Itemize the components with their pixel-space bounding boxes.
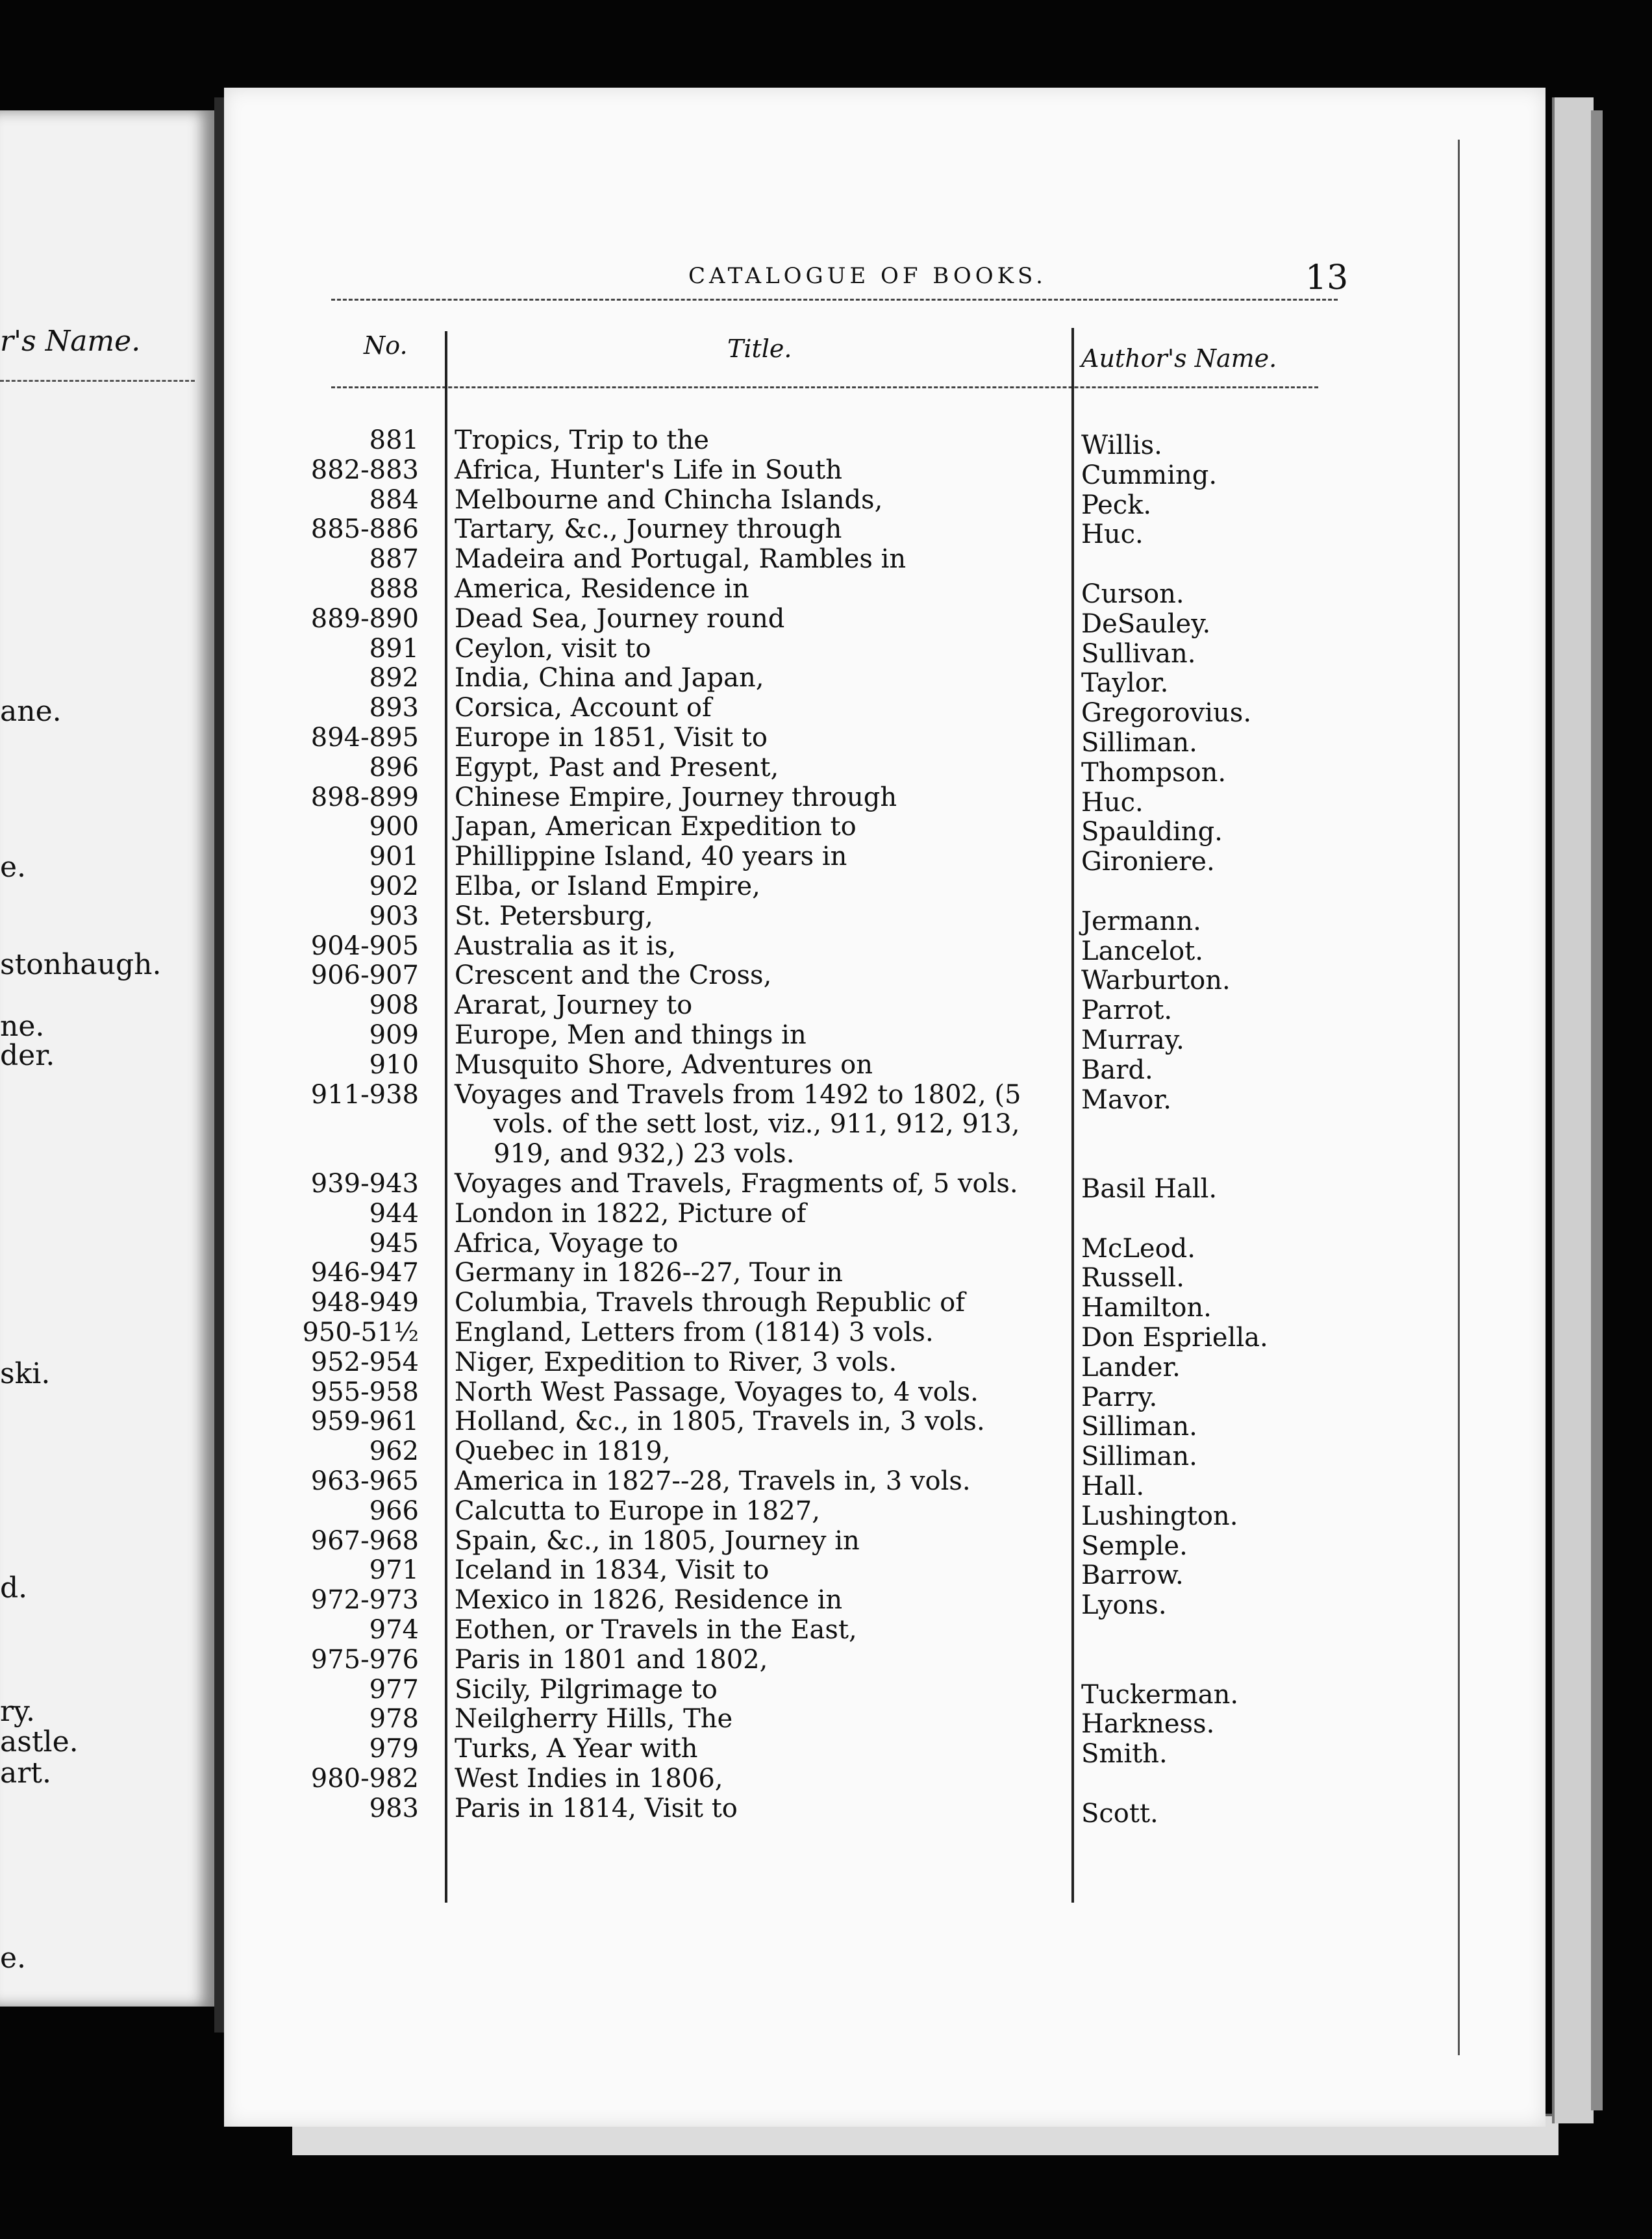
entry-number: 946-947: [310, 1258, 419, 1288]
entry-number: 955-958: [310, 1377, 419, 1407]
entry-number: 972-973: [310, 1585, 419, 1615]
entry-title: Mexico in 1826, Residence in: [455, 1585, 843, 1615]
entry-number: 893: [369, 693, 419, 723]
left-fragment: der.: [0, 1039, 55, 1072]
entry-title: Columbia, Travels through Republic of: [455, 1288, 966, 1318]
entry-author: Peck.: [1081, 490, 1152, 520]
entry-title: Quebec in 1819,: [455, 1436, 671, 1466]
entry-title: vols. of the sett lost, viz., 911, 912, 913,: [494, 1109, 1020, 1139]
entry-number: 974: [369, 1615, 419, 1645]
entry-title: Australia as it is,: [455, 931, 677, 961]
entry-number: 887: [369, 544, 419, 574]
column-header-no: No.: [364, 331, 408, 360]
entry-title: Germany in 1826--27, Tour in: [455, 1258, 843, 1288]
entry-author: DeSauley.: [1081, 609, 1211, 639]
entry-title: America in 1827--28, Travels in, 3 vols.: [455, 1466, 971, 1496]
entry-title: Africa, Hunter's Life in South: [455, 455, 842, 485]
entry-author: Barrow.: [1081, 1560, 1184, 1590]
entry-number: 948-949: [310, 1288, 419, 1318]
page-number: 13: [1305, 258, 1349, 297]
entry-title: Tropics, Trip to the: [455, 425, 709, 455]
entry-title: Turks, A Year with: [455, 1734, 698, 1764]
entry-number: 962: [369, 1436, 419, 1466]
entry-title: 919, and 932,) 23 vols.: [494, 1139, 795, 1169]
entry-title: Europe, Men and things in: [455, 1020, 807, 1050]
entry-number: 983: [369, 1794, 419, 1823]
page-frame-right: [1458, 140, 1460, 2055]
entry-title: Chinese Empire, Journey through: [455, 782, 897, 812]
entry-number: 977: [369, 1675, 419, 1705]
left-page-fragment: [0, 110, 214, 2007]
entry-number: 944: [369, 1199, 419, 1229]
entry-title: Iceland in 1834, Visit to: [455, 1555, 770, 1585]
left-fragment: astle.: [0, 1725, 79, 1758]
entry-author: Murray.: [1081, 1025, 1184, 1055]
entry-title: England, Letters from (1814) 3 vols.: [455, 1318, 934, 1347]
entry-title: Madeira and Portugal, Rambles in: [455, 544, 907, 574]
entry-author: Gregorovius.: [1081, 698, 1252, 728]
entry-number: 902: [369, 871, 419, 901]
entry-title: Japan, American Expedition to: [455, 812, 857, 842]
left-fragment: d.: [0, 1571, 28, 1605]
entry-author: Warburton.: [1081, 966, 1231, 995]
left-divider: [0, 380, 195, 382]
entry-title: Spain, &c., in 1805, Journey in: [455, 1526, 860, 1556]
entry-author: Huc.: [1081, 788, 1144, 818]
entry-title: Crescent and the Cross,: [455, 960, 772, 990]
entry-title: North West Passage, Voyages to, 4 vols.: [455, 1377, 979, 1407]
left-fragment: ane.: [0, 695, 62, 728]
entry-author: Hall.: [1081, 1471, 1145, 1501]
entry-number: 980-982: [310, 1764, 419, 1794]
entry-number: 959-961: [310, 1407, 419, 1436]
left-fragment: art.: [0, 1757, 51, 1790]
entry-number: 885-886: [310, 514, 419, 544]
entry-author: Tuckerman.: [1081, 1680, 1239, 1710]
entry-number: 911-938: [310, 1080, 419, 1110]
entry-author: Harkness.: [1081, 1709, 1215, 1739]
entry-author: Willis.: [1081, 431, 1162, 460]
entry-title: Ararat, Journey to: [455, 990, 693, 1020]
entry-author: Cumming.: [1081, 460, 1218, 490]
entry-number: 908: [369, 990, 419, 1020]
column-header-rule: [331, 386, 1318, 388]
entry-title: Niger, Expedition to River, 3 vols.: [455, 1347, 897, 1377]
entry-number: 978: [369, 1704, 419, 1734]
entry-number: 963-965: [310, 1466, 419, 1496]
entry-title: Sicily, Pilgrimage to: [455, 1675, 718, 1705]
left-fragment: stonhaugh.: [0, 948, 162, 981]
entry-title: Egypt, Past and Present,: [455, 753, 779, 782]
entry-author: Thompson.: [1081, 758, 1227, 788]
header-rule: [331, 299, 1338, 301]
entry-author: Hamilton.: [1081, 1293, 1212, 1323]
page-stack-edge-shadow: [1591, 110, 1603, 2110]
entry-author: Semple.: [1081, 1531, 1188, 1561]
entry-number: 906-907: [310, 960, 419, 990]
entry-author: Bard.: [1081, 1055, 1153, 1085]
entry-title: Corsica, Account of: [455, 693, 712, 723]
entry-number: 881: [369, 425, 419, 455]
entry-number: 898-899: [310, 782, 419, 812]
entry-author: Sullivan.: [1081, 639, 1196, 669]
entry-title: India, China and Japan,: [455, 663, 764, 693]
entry-author: Lyons.: [1081, 1590, 1167, 1620]
entry-number: 901: [369, 842, 419, 871]
left-column-header: r's Name.: [0, 325, 141, 358]
entry-author: McLeod.: [1081, 1234, 1195, 1264]
entry-title: Europe in 1851, Visit to: [455, 723, 768, 753]
entry-author: Smith.: [1081, 1739, 1168, 1769]
entry-title: Eothen, or Travels in the East,: [455, 1615, 857, 1645]
entry-number: 884: [369, 485, 419, 515]
entry-author: Gironiere.: [1081, 847, 1215, 877]
left-fragment: e.: [0, 1942, 27, 1975]
entry-number: 950-51½: [302, 1318, 419, 1347]
entry-number: 904-905: [310, 931, 419, 961]
entry-author: Spaulding.: [1081, 817, 1223, 847]
entry-number: 888: [369, 574, 419, 604]
entry-author: Silliman.: [1081, 1442, 1197, 1471]
entry-number: 900: [369, 812, 419, 842]
entry-author: Russell.: [1081, 1263, 1184, 1293]
entry-title: Voyages and Travels from 1492 to 1802, (5: [455, 1080, 1021, 1110]
entry-author: Lander.: [1081, 1353, 1181, 1382]
entry-author: Don Espriella.: [1081, 1323, 1268, 1353]
left-fragment: ry.: [0, 1695, 36, 1728]
entry-number: 889-890: [310, 604, 419, 634]
entry-number: 979: [369, 1734, 419, 1764]
entry-number: 971: [369, 1555, 419, 1585]
column-header-author: Author's Name.: [1081, 344, 1277, 373]
entry-title: London in 1822, Picture of: [455, 1199, 807, 1229]
entry-title: St. Petersburg,: [455, 901, 653, 931]
entry-author: Curson.: [1081, 579, 1184, 609]
entry-number: 975-976: [310, 1645, 419, 1675]
entry-number: 909: [369, 1020, 419, 1050]
entry-author: Parry.: [1081, 1382, 1158, 1412]
column-divider-left: [445, 331, 447, 1903]
entry-author: Scott.: [1081, 1799, 1158, 1829]
entry-title: Neilgherry Hills, The: [455, 1704, 733, 1734]
entry-author: Lancelot.: [1081, 936, 1203, 966]
entry-author: Silliman.: [1081, 728, 1197, 758]
entry-number: 966: [369, 1496, 419, 1526]
entry-author: Silliman.: [1081, 1412, 1197, 1442]
entry-title: Voyages and Travels, Fragments of, 5 vols.: [455, 1169, 1018, 1199]
entry-number: 910: [369, 1050, 419, 1080]
entry-title: Paris in 1801 and 1802,: [455, 1645, 768, 1675]
entry-title: Ceylon, visit to: [455, 634, 651, 664]
entry-title: Calcutta to Europe in 1827,: [455, 1496, 820, 1526]
entry-number: 945: [369, 1229, 419, 1258]
entry-number: 896: [369, 753, 419, 782]
entry-author: Basil Hall.: [1081, 1174, 1218, 1204]
entry-number: 903: [369, 901, 419, 931]
entry-title: Paris in 1814, Visit to: [455, 1794, 738, 1823]
entry-title: Africa, Voyage to: [455, 1229, 679, 1258]
entry-title: Tartary, &c., Journey through: [455, 514, 842, 544]
entry-author: Huc.: [1081, 519, 1144, 549]
page-header-title: CATALOGUE OF BOOKS.: [688, 263, 1047, 289]
entry-number: 891: [369, 634, 419, 664]
entry-number: 952-954: [310, 1347, 419, 1377]
entry-number: 894-895: [310, 723, 419, 753]
column-divider-right: [1071, 328, 1074, 1903]
left-fragment: e.: [0, 851, 27, 884]
left-fragment: ne.: [0, 1010, 45, 1043]
entry-title: West Indies in 1806,: [455, 1764, 723, 1794]
left-fragment: ski.: [0, 1357, 51, 1390]
entry-author: Lushington.: [1081, 1501, 1238, 1531]
entry-title: Dead Sea, Journey round: [455, 604, 785, 634]
entry-author: Jermann.: [1081, 907, 1201, 936]
entry-title: Musquito Shore, Adventures on: [455, 1050, 873, 1080]
entry-number: 892: [369, 663, 419, 693]
entry-title: Elba, or Island Empire,: [455, 871, 760, 901]
entry-number: 967-968: [310, 1526, 419, 1556]
entry-number: 939-943: [310, 1169, 419, 1199]
entry-number: 882-883: [310, 455, 419, 485]
entry-title: America, Residence in: [455, 574, 749, 604]
entry-author: Taylor.: [1081, 668, 1169, 698]
entry-title: Melbourne and Chincha Islands,: [455, 485, 883, 515]
entry-title: Holland, &c., in 1805, Travels in, 3 vols.: [455, 1407, 985, 1436]
page-stack-edge: [1552, 97, 1594, 2123]
entry-title: Phillippine Island, 40 years in: [455, 842, 847, 871]
column-header-title: Title.: [727, 334, 792, 363]
entry-author: Parrot.: [1081, 995, 1173, 1025]
entry-author: Mavor.: [1081, 1085, 1171, 1115]
